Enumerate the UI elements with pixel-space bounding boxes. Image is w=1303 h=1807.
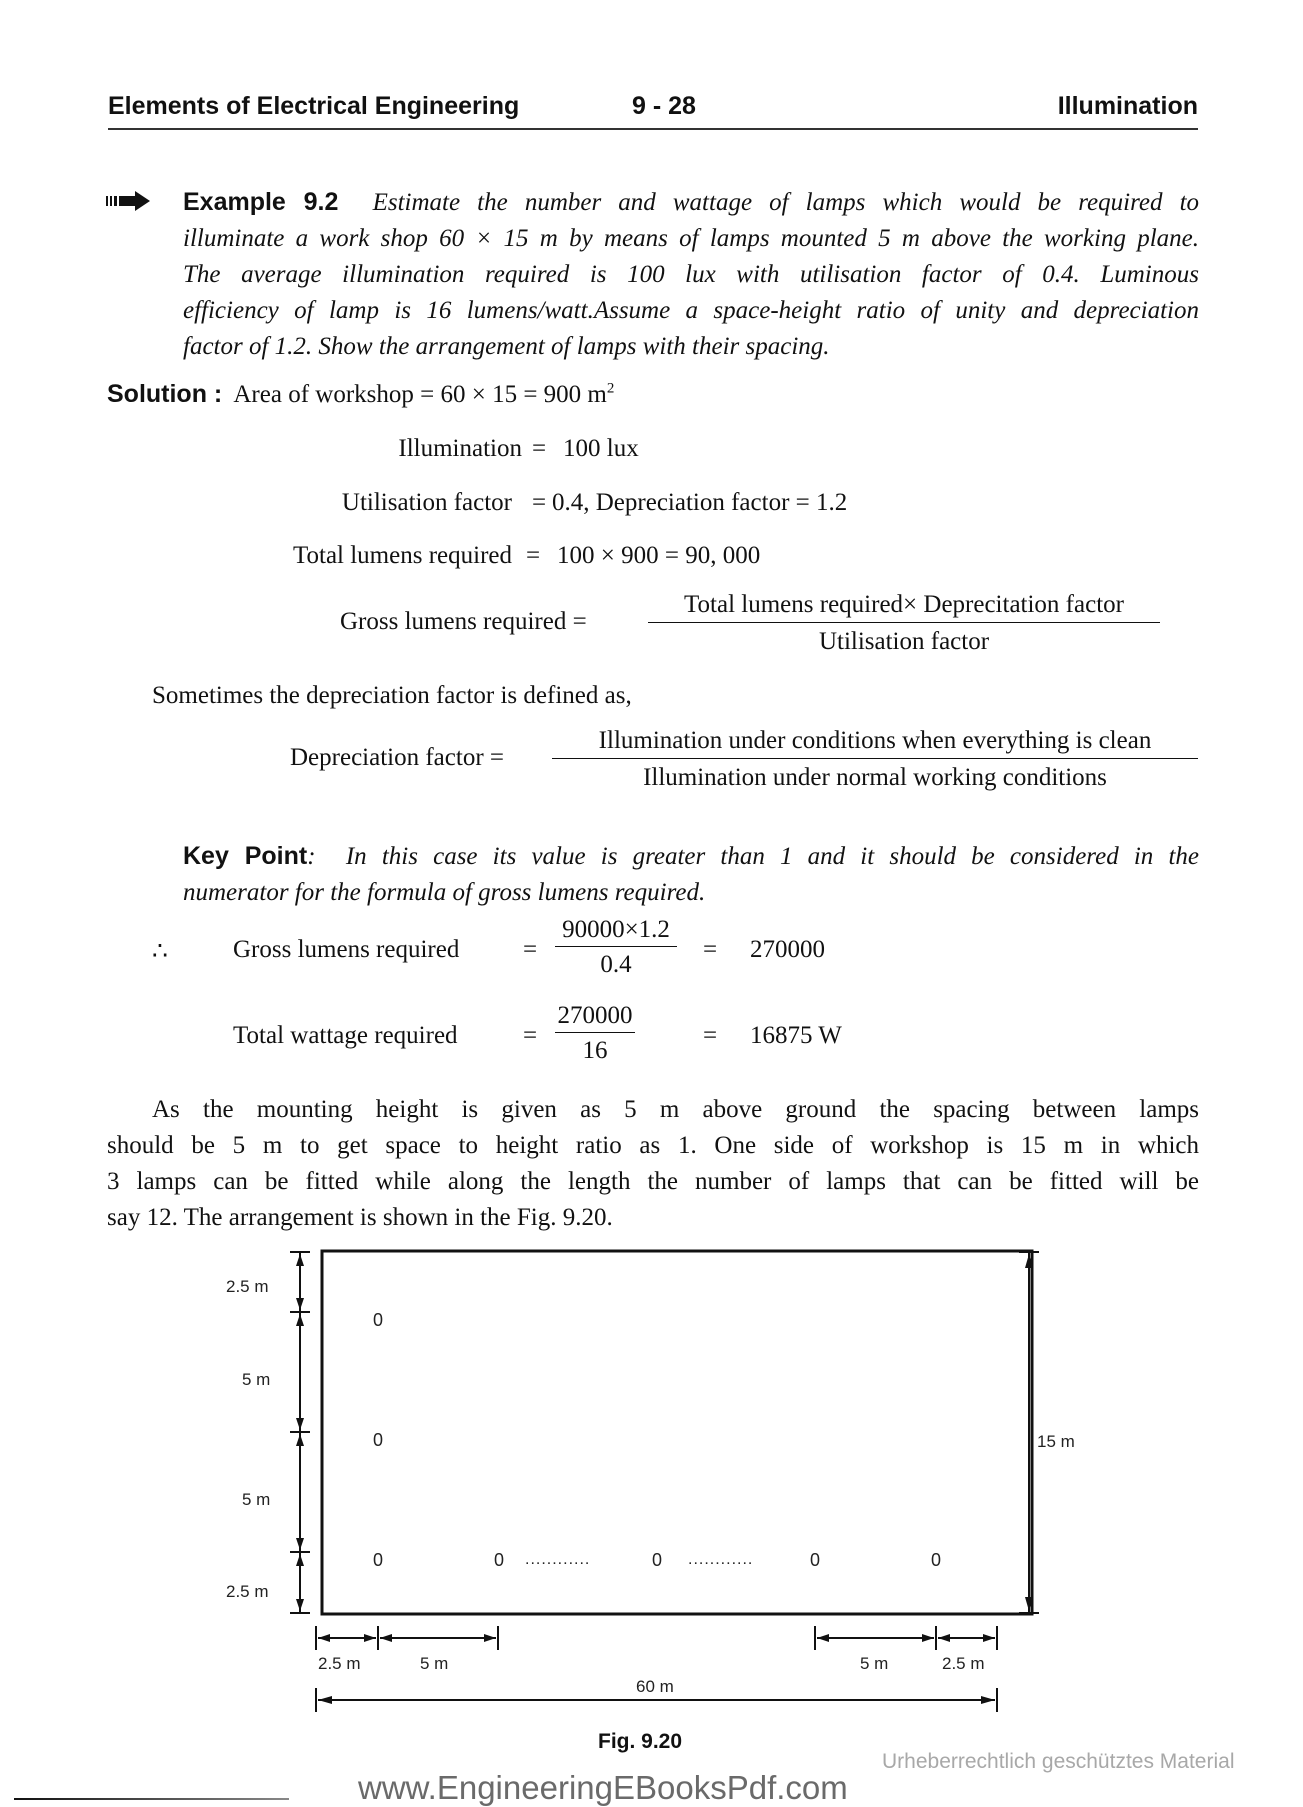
example-arrow-icon: [106, 190, 152, 217]
total-lumens-eq: =: [526, 542, 541, 569]
figure-caption: Fig. 9.20: [598, 1730, 683, 1753]
lamp-continuation-dots-left: ............: [525, 1551, 591, 1568]
wattage-result: 16875 W: [750, 1022, 842, 1049]
gross-calc-eq: =: [523, 936, 538, 963]
factors-value: 0.4, Depreciation factor = 1.2: [552, 489, 848, 516]
gross-calc-label: Gross lumens required: [233, 936, 460, 963]
dim-left-2-5m-top: 2.5 m: [226, 1277, 269, 1296]
total-lumens-value: 100 × 900 = 90, 000: [557, 542, 761, 569]
dim-right-15m: 15 m: [1037, 1432, 1075, 1451]
lamp-row3-col12: 0: [931, 1550, 942, 1570]
lamp-row3-col11: 0: [810, 1550, 821, 1570]
copyright-watermark: Urheberrechtlich geschütztes Material: [882, 1750, 1235, 1773]
lamp-row2-col1: 0: [373, 1430, 384, 1450]
dim-bottom-5m-right: 5 m: [860, 1654, 889, 1673]
gross-calc-result: 270000: [750, 936, 825, 963]
header-rule: [108, 128, 1198, 130]
website-watermark: www.EngineeringEBooksPdf.com: [358, 1769, 848, 1806]
dim-left-5m-b: 5 m: [242, 1490, 271, 1509]
therefore-symbol: ∴: [152, 938, 168, 965]
example-label: Example 9.2: [183, 188, 339, 216]
key-point: Key Point: In this case its value is greater than 1 and it should be considered in the numerator for the formula of gross lumens required.: [183, 842, 1199, 906]
wattage-eq2: =: [703, 1022, 718, 1049]
depreciation-label: Depreciation factor =: [290, 744, 504, 771]
gross-formula-numerator: Total lumens required× Deprecitation factor: [648, 588, 1160, 623]
key-point-label: Key Point: [183, 842, 308, 870]
gross-formula-denominator: Utilisation factor: [818, 628, 990, 655]
sometimes-text: Sometimes the depreciation factor is defined as,: [152, 682, 632, 709]
depreciation-denominator: Illumination under normal working conditions: [643, 764, 1107, 791]
gross-calc-numerator: 90000×1.2: [555, 914, 677, 947]
dim-bottom-2-5m-left: 2.5 m: [318, 1654, 361, 1673]
factors-label: Utilisation factor: [341, 489, 512, 516]
dim-bottom-5m-left: 5 m: [420, 1654, 449, 1673]
wattage-eq: =: [523, 1022, 538, 1049]
illumination-value: 100 lux: [563, 435, 639, 462]
solution-label: Solution :: [107, 380, 223, 408]
wattage-denominator: 16: [582, 1037, 608, 1064]
example-statement: Example 9.2 Estimate the number and wattage of lamps which would be required to illuminate a work shop 60 × 15 m by means of lamps mounted 5 m above the working plane. The average illumination required is 100 lux with utilisation factor of 0.4. Luminous efficiency of lamp is 16 lumens/watt.Assume a space-height ratio of unity and depreciation factor of 1.2. Show the arrangement of lamps with their spacing.: [183, 188, 1200, 360]
wattage-label: Total wattage required: [233, 1022, 458, 1049]
dim-bottom-60m: 60 m: [636, 1677, 674, 1696]
gross-calc-eq2: =: [703, 936, 718, 963]
dim-left-5m-a: 5 m: [242, 1370, 271, 1389]
illumination-label: Illumination: [398, 435, 522, 462]
gross-calc-denominator: 0.4: [600, 951, 632, 978]
arrangement-paragraph: As the mounting height is given as 5 m above ground the spacing between lamps should be 5 m to get space to height ratio as 1. One side of workshop is 15 m in which 3 lamps can be fitted while along the length the number of lamps that can be fitted will be say 12. The arrangement is shown in the Fig. 9.20.: [107, 1096, 1199, 1231]
gross-lumens-label: Gross lumens required =: [340, 608, 587, 635]
page-number: 9 - 28: [632, 92, 696, 120]
dim-left-2-5m-bottom: 2.5 m: [226, 1582, 269, 1601]
lamp-row3-col2: 0: [494, 1550, 505, 1570]
depreciation-numerator: Illumination under conditions when everything is clean: [552, 724, 1198, 759]
chapter-title: Illumination: [1057, 92, 1198, 120]
factors-eq: =: [532, 489, 547, 516]
lamp-row1-col1: 0: [373, 1310, 384, 1330]
book-title: Elements of Electrical Engineering: [108, 92, 520, 120]
illumination-eq: =: [532, 435, 547, 462]
lamp-continuation-dots-right: ............: [688, 1551, 754, 1568]
solution-area-line: Solution : Area of workshop = 60 × 15 = 900 $m^2$: [107, 380, 615, 408]
lamp-row3-mid: 0: [652, 1550, 663, 1570]
lamp-row3-col1: 0: [373, 1550, 384, 1570]
wattage-numerator: 270000: [555, 1000, 635, 1033]
total-lumens-label: Total lumens required: [292, 542, 512, 569]
dim-bottom-2-5m-right: 2.5 m: [942, 1654, 985, 1673]
